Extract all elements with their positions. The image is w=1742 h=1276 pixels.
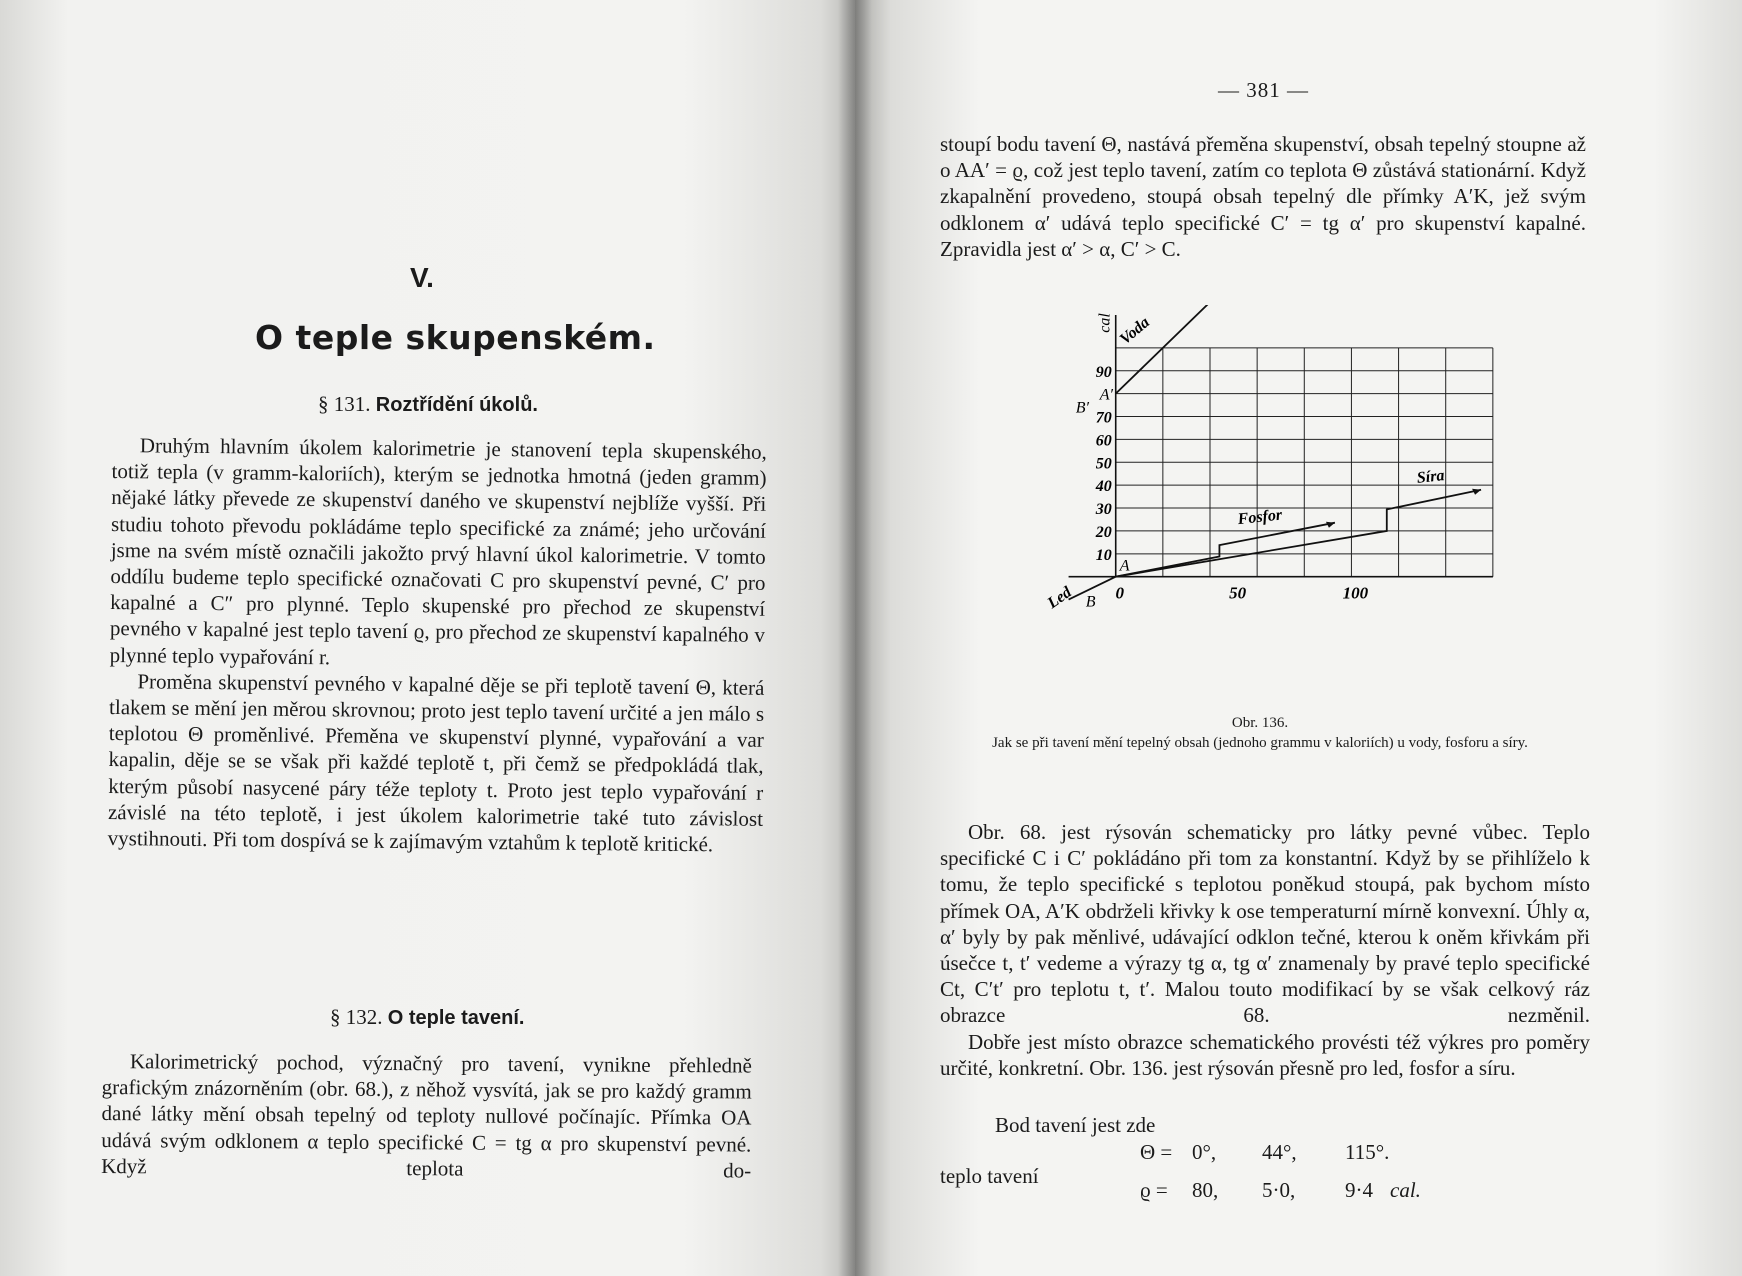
section-symbol: § — [318, 392, 329, 416]
series-label-voda: Voda — [1116, 313, 1153, 349]
heat-unit: cal. — [1390, 1178, 1421, 1202]
y-tick-label: 20 — [1095, 523, 1112, 541]
figure-caption-title: Obr. 136. — [1231, 715, 1289, 731]
paragraph: Obr. 68. jest rýsován schematicky pro látky pevné vůbec. Teplo specifické C i C′ pokládáno při tom za konstantní. Když by se přihlíželo k tomu, že teplo specifické s teplotou poněkud stoupá, pak bychom místo přímek OA, A′K obdrželi křivky k ose temperaturní mírně konvexní. Úhly α, α′ byly by pak měnlivé, udávající odklon tečné, kterou k oněm křivkám při úsečce t, t′ vedeme a výrazy tg α, tg α′ znamenaly by pravé teplo specifické Ct, C′t′ pro teplotu t, t′. Malou touto modifikací by se však celkový ráz obrazce 68. nezměnil. — [940, 820, 1590, 1028]
section-title: Roztřídění úkolů. — [375, 394, 538, 416]
y-tick-label: 10 — [1095, 546, 1112, 564]
heat-label: teplo tavení — [940, 1164, 1039, 1188]
section-132-heading — [330, 1005, 524, 1030]
section-131-body — [108, 432, 767, 858]
section-number: 132. — [345, 1005, 383, 1029]
section-title: O teple tavení. — [387, 1007, 525, 1029]
paragraph: Dobře jest místo obrazce schematického provésti též výkres pro poměry určité, konkretní. Obr. 136. jest rýsován přesně pro led, fosfor a síru. — [940, 1029, 1590, 1080]
point-label-a: A — [1119, 557, 1130, 575]
paragraph: Druhým hlavním úkolem kalorimetrie je stanovení tepla skupenského, totiž tepla (v gramm-kaloriích), kterým se jednotka hmotná (jeden gramm) nějaké látky převede ze skupenství daného ve skupenství nejblíže vyšší. Při studiu tohoto převodu pokládáme teplo specifické za známé; jeho určování jsme na svém místě označili jakožto prvý hlavní úkol kalorimetrie. V tomto oddílu budeme teplo specifické označovati C pro skupenství pevné, C′ pro kapalné a C″ pro plynné. Teplo skupenské pro přechod ze skupenství pevného v kapalné jest teplo tavení ϱ, pro přechod ze skupenství kapalného v plynné teplo vypařování r. — [109, 433, 767, 669]
series-label-sira: Síra — [1416, 467, 1446, 487]
melting-symbol: Θ = — [1140, 1140, 1173, 1164]
heat-value: 9·4 — [1345, 1178, 1373, 1202]
section-132-body — [101, 1048, 752, 1184]
y-tick-label: 30 — [1095, 501, 1112, 519]
y-tick-label: 40 — [1095, 478, 1112, 496]
figure-caption-text: Jak se při tavení mění tepelný obsah (jednoho grammu v kaloriích) u vody, fosforu a síry. — [992, 735, 1528, 751]
heat-value: 80, — [1192, 1178, 1219, 1202]
right-bottom-text — [940, 819, 1590, 1081]
series-line-síra — [1116, 490, 1481, 577]
chart-svg — [960, 305, 1560, 705]
section-number: 131. — [333, 392, 371, 416]
chapter-number: V. — [410, 262, 434, 293]
series-label-fosfor: Fosfor — [1236, 506, 1283, 529]
y-tick-label: 50 — [1095, 455, 1112, 473]
melting-value: 0°, — [1192, 1140, 1217, 1164]
y-tick-label: 60 — [1095, 432, 1112, 450]
x-tick-label: 0 — [1115, 583, 1124, 603]
melting-intro: Bod tavení jest zde — [995, 1113, 1156, 1137]
heat-value: 5·0, — [1262, 1178, 1296, 1202]
point-label-b: B — [1085, 593, 1096, 611]
melting-value: 115°. — [1345, 1140, 1390, 1164]
point-label-a-prime: A′ — [1099, 386, 1113, 404]
y-tick-label: 90 — [1095, 363, 1112, 381]
heat-symbol: ϱ = — [1140, 1178, 1168, 1202]
paragraph: Kalorimetrický pochod, význačný pro tavení, vynikne přehledně grafickým znázorněním (obr. 68.), z něhož vysvítá, jak se pro každý gramm dané látky mění obsah tepelný od teploty nullové počínajíc. Přímka OA udává svým odklonem α teplo specifické C = tg α pro skupenství pevné. Když teplota do- — [101, 1049, 752, 1183]
x-tick-label: 50 — [1229, 583, 1247, 603]
section-symbol: § — [330, 1005, 341, 1029]
y-tick-label: 70 — [1095, 409, 1112, 427]
right-top-paragraph — [940, 131, 1586, 262]
section-131-heading — [318, 392, 538, 417]
paragraph: Proměna skupenství pevného v kapalné děje se při teplotě tavení Θ, která tlakem se mění jen měrou skrovnou; proto jest teplo tavení určité a jen málo s teplotou Θ proměnlivé. Přeměna ve skupenství plynné, vypařování a var kapalin, děje se se však při každé teplotě t, při čemž se předpokládá tlak, kterým působí nasycené páry téže teploty t. Proto jest teplo vypařování r závislé na této teplotě, i jest úkolem kalorimetrie také tuto závislost vystihnouti. Při tom dospívá se k zajímavým vztahům k teplotě kritické. — [107, 669, 765, 857]
book-gutter — [838, 0, 872, 1276]
series-label-led: Led — [1044, 583, 1075, 612]
y-axis-label: cal — [1096, 313, 1114, 333]
paragraph: stoupí bodu tavení Θ, nastává přeměna skupenství, obsah tepelný stoupne až o AA′ = ϱ, což jest teplo tavení, zatím co teplota Θ zůstává stationární. Když zkapalnění provedeno, stoupá obsah tepelný dle přímky A′K, jež svým odklonem α′ udává teplo specifické C′ = tg α′ pro skupenství kapalné. Zpravidla jest α′ > α, C′ > C. — [940, 132, 1586, 261]
melting-value: 44°, — [1262, 1140, 1297, 1164]
chapter-title: O teple skupenském. — [255, 318, 656, 357]
bleed-through — [120, 100, 190, 133]
point-label-b-prime: B′ — [1075, 399, 1089, 417]
x-tick-label: 100 — [1342, 583, 1369, 603]
left-page — [0, 0, 855, 1276]
figure-136 — [960, 305, 1560, 705]
page-number: — 381 — — [1218, 78, 1309, 102]
